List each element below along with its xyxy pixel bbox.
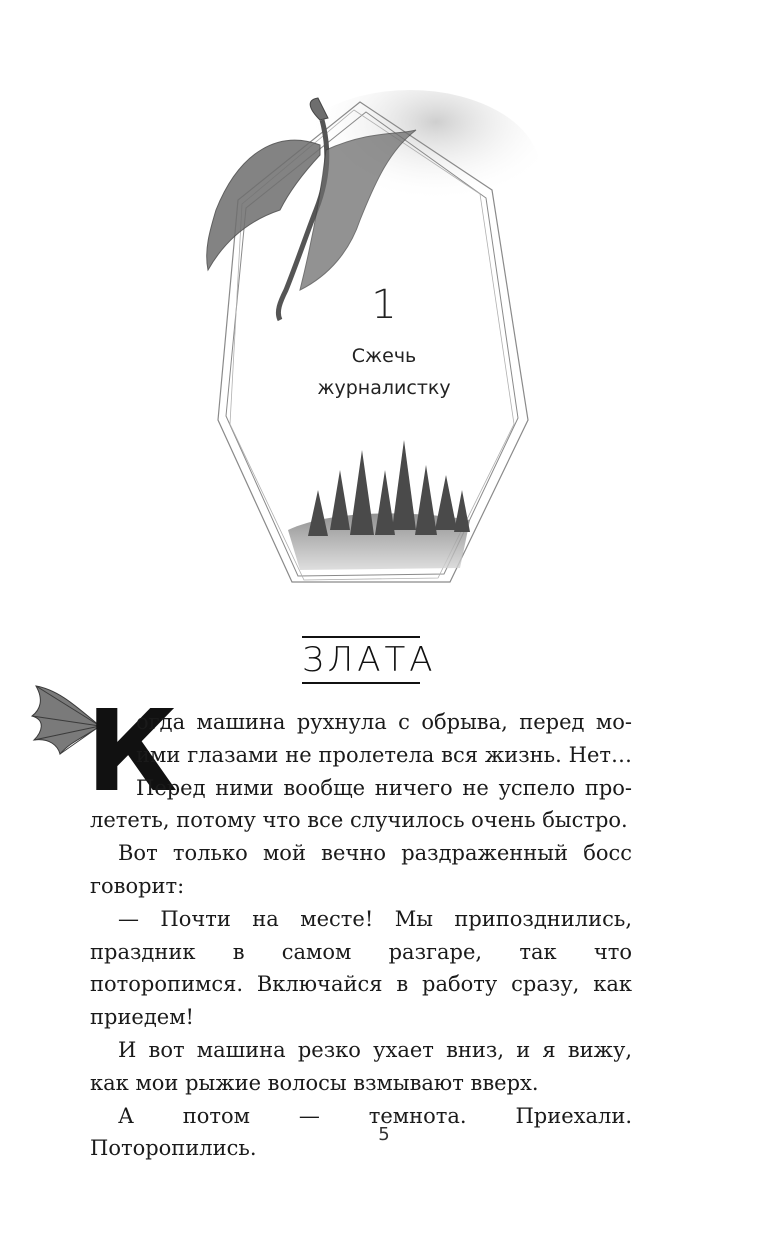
narrator-heading: ЗЛАТА	[302, 636, 420, 684]
paragraph-3: — Почти на месте! Мы припозднились, праздник в самом разгаре, так что поторопимся. Включайся в работу сразу, как приедем!	[90, 906, 632, 1030]
paragraph-1-line-4: лететь, потому что все случилось очень быстро.	[90, 808, 628, 833]
dropcap-text: К	[86, 687, 178, 817]
body-text	[90, 706, 632, 1165]
chapter-title-line-2: журналистку	[317, 377, 451, 399]
paragraph-1-line-1: огда машина рухнула с обрыва, перед мо-	[136, 710, 632, 734]
chapter-number: 1	[371, 282, 397, 328]
paragraph-1-line-3: Перед ними вообще ничего не успело про-	[136, 775, 632, 800]
chapter-title	[0, 340, 768, 404]
page-number: 5	[378, 1124, 390, 1145]
paragraph-1-line-2: ими глазами не пролетела вся жизнь. Нет…	[136, 742, 632, 767]
paragraph-2: Вот только мой вечно раздраженный босс говорит:	[90, 841, 632, 898]
paragraph-1	[90, 706, 632, 837]
paragraph-5: А потом — темнота. Приехали. Поторопились.	[90, 1103, 632, 1161]
forest-trees	[308, 440, 470, 536]
paragraph-4: И вот машина резко ухает вниз, и я вижу, как мои рыжие волосы взмывают вверх.	[90, 1037, 632, 1095]
chapter-title-line-1: Сжечь	[351, 345, 417, 367]
